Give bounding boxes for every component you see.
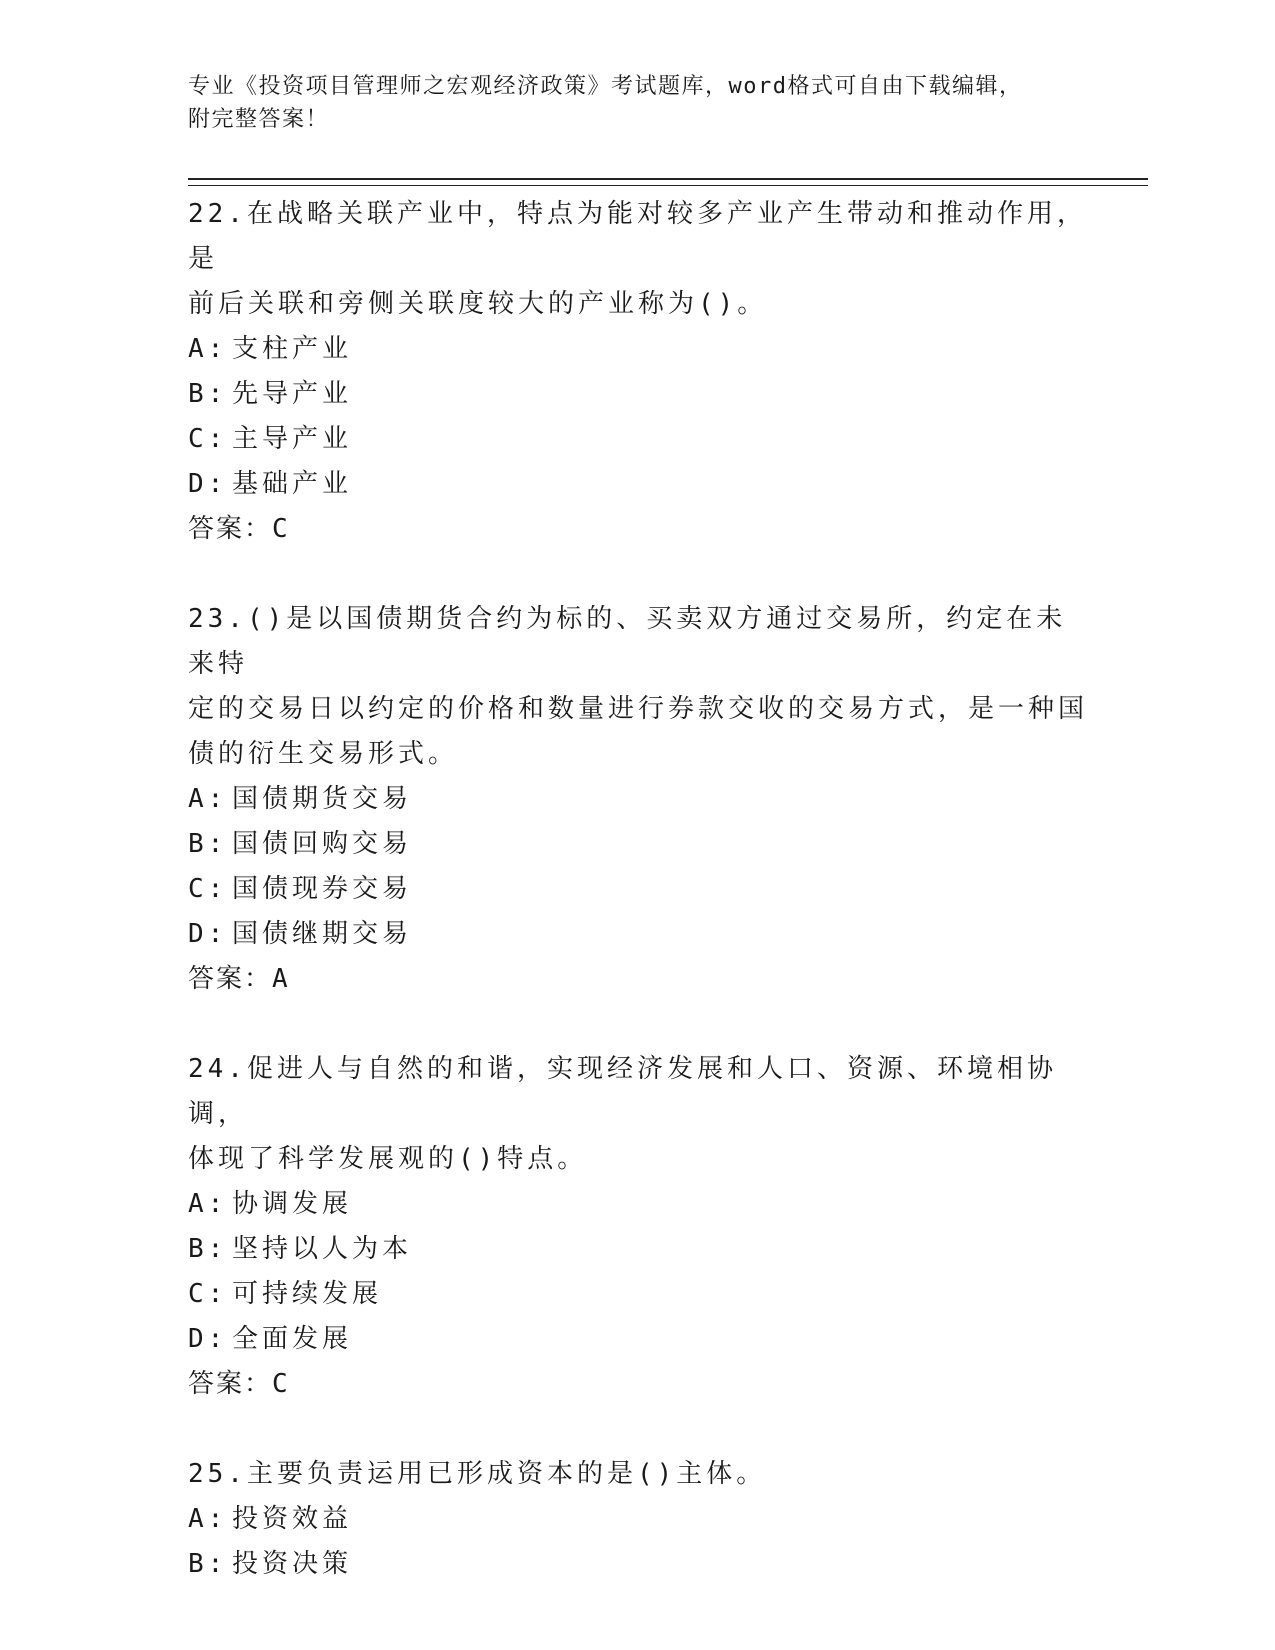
question-22: [188, 192, 1148, 552]
question-spacer: [188, 1002, 1148, 1047]
option-d: [188, 912, 1148, 957]
option-d: [188, 1317, 1148, 1362]
option-text: 基础产业: [232, 469, 353, 499]
option-text: 坚持以人为本: [232, 1234, 413, 1264]
question-23: [188, 597, 1148, 1002]
option-key: C:: [188, 1279, 228, 1309]
option-a: [188, 1182, 1148, 1227]
option-key: D:: [188, 919, 228, 949]
option-key: C:: [188, 874, 228, 904]
option-text: 先导产业: [232, 379, 353, 409]
option-a: [188, 1497, 1148, 1542]
option-c: [188, 417, 1148, 462]
header-line-2: 附完整答案！: [188, 107, 330, 132]
question-stem-line: 前后关联和旁侧关联度较大的产业称为()。: [188, 289, 768, 319]
option-text: 国债期货交易: [232, 784, 413, 814]
option-c: [188, 867, 1148, 912]
option-key: C:: [188, 424, 228, 454]
option-a: [188, 327, 1148, 372]
option-key: B:: [188, 1234, 228, 1264]
option-text: 全面发展: [232, 1324, 353, 1354]
question-spacer: [188, 552, 1148, 597]
answer-line: [188, 1362, 1148, 1407]
option-key: A:: [188, 334, 228, 364]
question-stem-line: 定的交易日以约定的价格和数量进行券款交收的交易方式，是一种国: [188, 694, 1089, 724]
answer-label: 答案：: [188, 1369, 273, 1399]
option-key: D:: [188, 1324, 228, 1354]
option-text: 协调发展: [232, 1189, 353, 1219]
answer-line: [188, 507, 1148, 552]
answer-label: 答案：: [188, 514, 273, 544]
question-stem-line: 体现了科学发展观的()特点。: [188, 1144, 588, 1174]
option-d: [188, 462, 1148, 507]
question-25: [188, 1452, 1148, 1587]
answer-value: C: [272, 514, 290, 544]
option-key: A:: [188, 784, 228, 814]
answer-value: A: [272, 964, 290, 994]
option-key: D:: [188, 469, 228, 499]
option-b: [188, 822, 1148, 867]
option-b: [188, 1227, 1148, 1272]
option-a: [188, 777, 1148, 822]
question-24: [188, 1047, 1148, 1407]
question-stem-line: 25.主要负责运用已形成资本的是()主体。: [188, 1459, 767, 1489]
option-b: [188, 1542, 1148, 1587]
question-stem-line: 22.在战略关联产业中，特点为能对较多产业产生带动和推动作用，是: [188, 199, 1087, 274]
header-divider: [188, 178, 1148, 186]
option-text: 国债继期交易: [232, 919, 413, 949]
option-text: 国债回购交易: [232, 829, 413, 859]
option-key: B:: [188, 1549, 228, 1579]
answer-line: [188, 957, 1148, 1002]
answer-label: 答案：: [188, 964, 273, 994]
question-spacer: [188, 1407, 1148, 1452]
question-stem-line: 23.()是以国债期货合约为标的、买卖双方通过交易所，约定在未来特: [188, 604, 1067, 679]
header-line-1: 专业《投资项目管理师之宏观经济政策》考试题库，word格式可自由下载编辑，: [188, 74, 1023, 99]
option-text: 支柱产业: [232, 334, 353, 364]
option-text: 主导产业: [232, 424, 353, 454]
option-text: 可持续发展: [232, 1279, 383, 1309]
option-b: [188, 372, 1148, 417]
option-key: A:: [188, 1189, 228, 1219]
option-text: 投资决策: [232, 1549, 353, 1579]
answer-value: C: [272, 1369, 290, 1399]
option-text: 国债现券交易: [232, 874, 413, 904]
option-key: B:: [188, 379, 228, 409]
option-c: [188, 1272, 1148, 1317]
question-stem-line: 债的衍生交易形式。: [188, 739, 459, 769]
question-stem-line: 24.促进人与自然的和谐，实现经济发展和人口、资源、环境相协调，: [188, 1054, 1057, 1129]
option-key: A:: [188, 1504, 228, 1534]
document-page: [188, 70, 1148, 1587]
option-key: B:: [188, 829, 228, 859]
option-text: 投资效益: [232, 1504, 353, 1534]
